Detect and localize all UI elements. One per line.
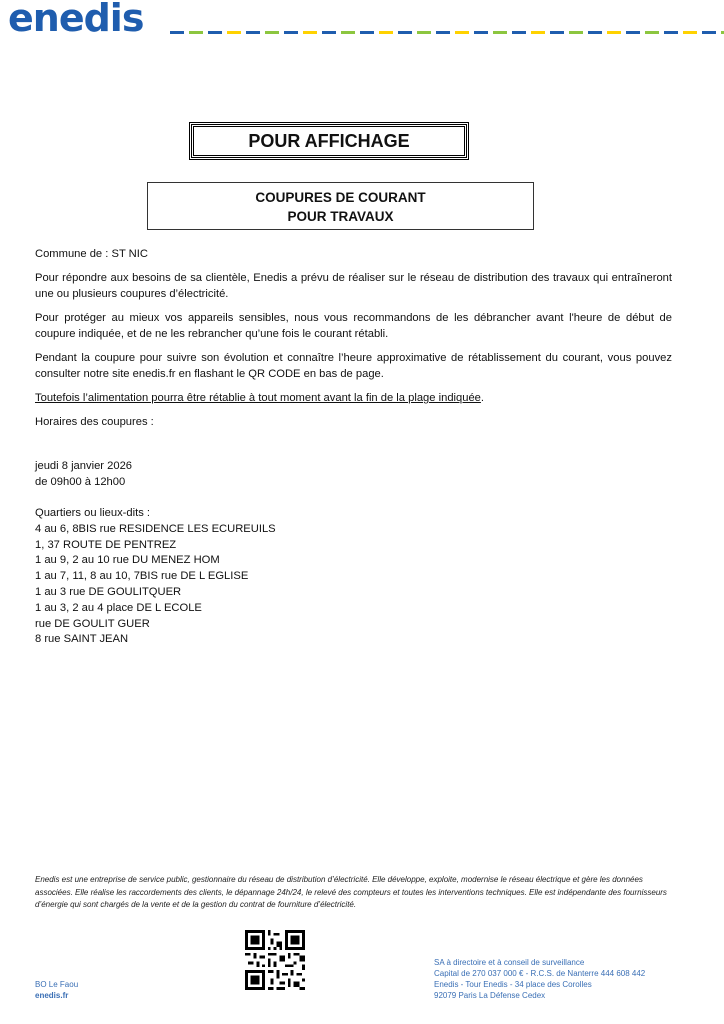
footer-legal [434, 957, 645, 1001]
footer-disclaimer: Enedis est une entreprise de service public, gestionnaire du réseau de distribution d’électricité. Elle développe, exploite, modernise le réseau électrique et gère les données associées. Elle réalise les raccordements des clients, le dépannage 24h/24, le relevé des compteurs et toutes les interventions techniques. Elle est indépendante des fournisseurs d’énergie qui sont chargés de la vente et de la gestion du contrat de fourniture d’électricité. [35, 875, 667, 909]
place-item: 1 au 3, 2 au 4 place DE L ECOLE [35, 601, 202, 614]
notice-subtitle-box [147, 182, 534, 230]
paragraph-needs: Pour répondre aux besoins de sa clientèle, Enedis a prévu de réaliser sur le réseau de distribution des travaux qui entraîneront une ou plusieurs coupures d’électricité. [35, 272, 672, 300]
notice-title-box [191, 124, 467, 158]
notice-subtitle-line1: COUPURES DE COURANT [255, 190, 426, 205]
warning-end: . [480, 392, 485, 404]
place-item: 1, 37 ROUTE DE PENTREZ [35, 538, 177, 551]
warning-line [35, 390, 672, 406]
place-item: 1 au 7, 11, 8 au 10, 7BIS rue DE L EGLISE [35, 570, 249, 583]
commune-line: Commune de : ST NIC [35, 248, 148, 260]
logo-dashed-line [170, 31, 724, 34]
schedule-time: de 09h00 à 12h00 [35, 476, 126, 488]
legal-line: Capital de 270 037 000 € - R.C.S. de Nanterre 444 608 442 [434, 969, 646, 978]
place-item: 1 au 3 rue DE GOULITQUER [35, 585, 182, 598]
schedule-date: jeudi 8 janvier 2026 [35, 460, 133, 472]
schedule-block [35, 458, 132, 490]
notice-subtitle-line2: POUR TRAVAUX [287, 209, 394, 224]
legal-line: 92079 Paris La Défense Cedex [434, 991, 546, 1000]
footer-website-link[interactable]: enedis.fr [35, 991, 69, 1000]
places-label: Quartiers ou lieux-dits : [35, 507, 151, 519]
paragraph-follow: Pendant la coupure pour suivre son évolution et connaître l’heure approximative de rétablissement du courant, vous pouvez consulter notre site enedis.fr en flashant le QR CODE en bas de page. [35, 352, 672, 380]
warning-underlined: Toutefois l’alimentation pourra être rétablie à tout moment avant la fin de la plage indiquée [35, 392, 481, 404]
paragraph-protect: Pour protéger au mieux vos appareils sensibles, nous vous recommandons de les débrancher avant l'heure de début de coupure indiquée, et de ne les rebrancher qu’une fois le courant rétabli. [35, 312, 672, 340]
place-item: 8 rue SAINT JEAN [35, 633, 129, 646]
footer-left [35, 979, 78, 1001]
qr-code-icon[interactable] [245, 930, 305, 990]
footer-office: BO Le Faou [35, 980, 79, 989]
legal-line: Enedis - Tour Enedis - 34 place des Corolles [434, 980, 592, 989]
legal-line: SA à directoire et à conseil de surveillance [434, 958, 585, 967]
notice-body [35, 246, 672, 438]
notice-title: POUR AFFICHAGE [248, 130, 410, 151]
place-item: 4 au 6, 8BIS rue RESIDENCE LES ECUREUILS [35, 522, 276, 535]
place-item: 1 au 9, 2 au 10 rue DU MENEZ HOM [35, 554, 220, 567]
enedis-logo: enedis [8, 0, 144, 40]
place-item: rue DE GOULIT GUER [35, 617, 150, 630]
horaires-label: Horaires des coupures : [35, 416, 154, 428]
places-block [35, 506, 276, 648]
